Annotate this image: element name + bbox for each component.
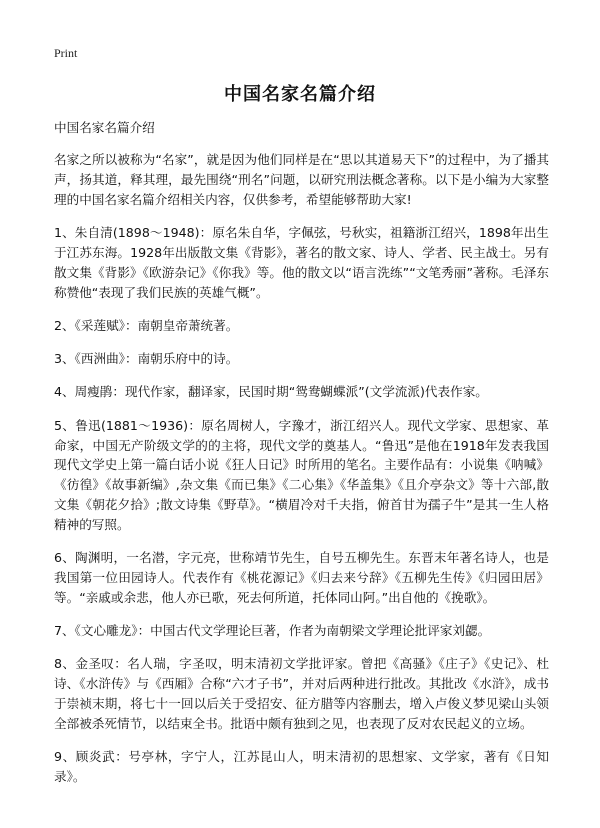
entry-paragraph: 7、《文心雕龙》：中国古代文学理论巨著，作者为南朝梁文学理论批评家刘勰。	[54, 622, 491, 638]
page-title: 中国名家名篇介绍	[224, 84, 376, 105]
entry-paragraph: 8、金圣叹：名人瑞，字圣叹，明末清初文学批评家。曾把《高骚》《庄子》《史记》、杜诗、《水浒传》与《西厢》合称“六才子书”，并对后两种进行批改。其批改《水浒》，成书于崇祯末期，将七十一回以后关于受招安、征方腊等内容删去，增入卢俊义梦见梁山头领全部被杀死情节，以结束全书。批语中颇有独到之见，也表现了反对农民起义的立场。	[54, 656, 549, 731]
entry-paragraph: 5、鲁迅(1881～1936)：原名周树人，字豫才，浙江绍兴人。现代文学家、思想家、革命家，中国无产阶级文学的的主将，现代文学的奠基人。“鲁迅”是他在1918年发表我国现代文学史上第一篇白话小说《狂人日记》时所用的笔名。主要作品有：小说集《呐喊》《彷徨》《故事新编》,杂文集《而已集》《二心集》《华盖集》《且介亭杂文》等十六部,散文集《朝花夕拾》;散文诗集《野草》。“横眉冷对千夫指，俯首甘为孺子牛”是其一生人格精神的写照。	[54, 417, 549, 532]
entry-paragraph: 2、《采莲赋》：南朝皇帝萧统著。	[54, 317, 239, 333]
entry-paragraph: 3、《西洲曲》：南朝乐府中的诗。	[54, 351, 239, 367]
intro-paragraph: 名家之所以被称为“名家”，就是因为他们同样是在“思以其道易天下”的过程中，为了播其声，扬其道，释其理，最先围绕“刑名”问题，以研究刑法概念著称。以下是小编为大家整理的中国名家名篇介绍相关内容，仅供参考，希望能够帮助大家!	[54, 152, 549, 207]
entry-paragraph: 4、周瘦鹃：现代作家，翻译家，民国时期“鸳鸯蝴蝶派”(文学流派)代表作家。	[54, 384, 488, 400]
entry-paragraph: 9、顾炎武：号亭林，字宁人，江苏昆山人，明末清初的思想家、文学家，著有《日知录》。	[54, 748, 549, 784]
entry-paragraph: 6、陶渊明，一名潜，字元亮，世称靖节先生，自号五柳先生。东晋末年著名诗人，也是我国第一位田园诗人。代表作有《桃花源记》《归去来兮辞》《五柳先生传》《归园田居》等。“亲戚或余悲，他人亦已歌，死去何所道，托体同山阿。”出自他的《挽歌》。	[54, 550, 549, 605]
entry-paragraph: 1、朱自清(1898～1948)：原名朱自华，字佩弦，号秋实，祖籍浙江绍兴，1898年出生于江苏东海。1928年出版散文集《背影》，著名的散文家、诗人、学者、民主战士。另有散文集《背影》《欧游杂记》《你我》等。他的散文以“语言洗练”“文笔秀丽”著称。毛泽东称赞他“表现了我们民族的英雄气概”。	[54, 225, 549, 300]
print-link[interactable]: Print	[54, 46, 78, 60]
article-subtitle: 中国名家名篇介绍	[54, 120, 155, 135]
article-body	[54, 118, 549, 800]
